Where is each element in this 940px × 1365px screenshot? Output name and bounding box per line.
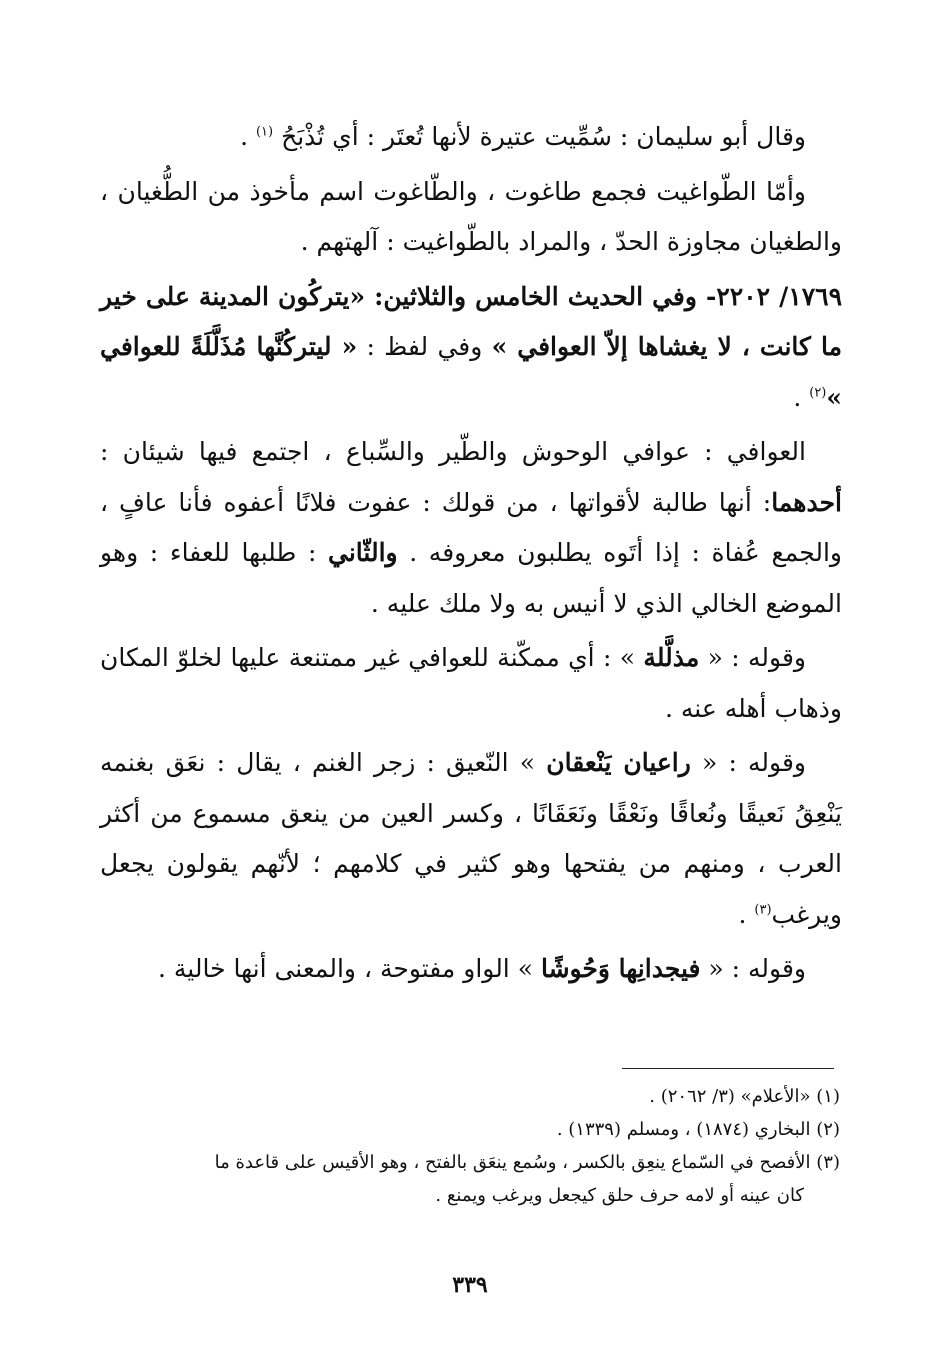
main-text — [100, 112, 842, 995]
quote-open: وقوله : « — [699, 643, 806, 672]
footnotes — [100, 1080, 840, 1212]
footnote-3-continued: كان عينه أو لامه حرف حلق كيجعل ويرغب ويمنع . — [435, 1185, 804, 1206]
paragraph-text: : أنها طالبة لأقواتها ، من قولك : عفوت فلانًا أعفوه فأنا عافٍ ، والجمع عُفاة : إذا أتَوه يطلبون معروفه . — [100, 487, 842, 567]
paragraph-mudhallala — [100, 633, 842, 734]
term-first: أحدهما — [771, 487, 842, 517]
quote-open: وقوله : « — [690, 748, 806, 777]
paragraph-text: : طلبها للعفاء : وهو الموضع الخالي الذي لا أنيس به ولا ملك عليه . — [100, 538, 842, 618]
paragraph-text: » النّعيق : زجر الغنم ، يقال : نعَق بغنمه يَنْعِقُ نَعيقًا ونُعاقًا ونَعْقًا ونَعَقَانًا ، وكسر العين من ينعق مسموع من أكثر العرب ، ومنهم من يفتحها وهو كثير في كلامهم ؛ لأنّهم يقولون يجعل ويرغب — [100, 748, 842, 929]
term-second: والثّاني — [328, 538, 398, 567]
paragraph-tawaghit: وأمّا الطّواغيت فجمع طاغوت ، والطّاغوت اسم مأخوذ من الطُّغيان ، والطغيان مجاوزة الحدّ ، والمراد بالطّواغيت : آلهتهم . — [100, 176, 842, 256]
footnote-1: (١) «الأعلام» (٣/ ٢٠٦٢) . — [649, 1086, 840, 1107]
paragraph-end: . — [240, 122, 256, 151]
paragraph-awafi — [100, 427, 842, 629]
glossed-word: مذلَّلة — [643, 643, 700, 672]
hadith-alt-wording: « ليتركُنَّها مُذَلَّلَةً للعوافي » — [100, 332, 842, 412]
paragraph-text: العوافي : عوافي الوحوش والطّير والسِّباع ، اجتمع فيها شيئان : — [100, 437, 806, 466]
glossed-word: راعيان يَنْعقان — [546, 748, 691, 777]
paragraph-atira — [100, 112, 842, 163]
paragraph-hadith — [100, 272, 842, 424]
paragraph-end: . — [793, 382, 810, 412]
footnote-ref-1: (١) — [255, 124, 274, 140]
footnote-ref-3: (٣) — [754, 902, 772, 918]
page-number: ٣٣٩ — [452, 1272, 488, 1298]
footnote-separator — [622, 1068, 834, 1069]
footnote-3: (٣) الأفصح في السّماع ينعِق بالكسر ، وسُمع ينعَق بالفتح ، وهو الأقيس على قاعدة ما — [214, 1152, 840, 1173]
footnote-2: (٢) البخاري (١٨٧٤) ، ومسلم (١٣٣٩) . — [556, 1119, 840, 1140]
paragraph-text: » الواو مفتوحة ، والمعنى أنها خالية . — [158, 954, 541, 983]
hadith-connector: وفي لفظ : — [357, 332, 492, 361]
paragraph-text: » : أي ممكّنة للعوافي غير ممتنعة عليها لخلوّ المكان وذهاب أهله عنه . — [100, 643, 842, 723]
paragraph-end: . — [738, 899, 755, 929]
hadith-text: - وفي الحديث الخامس والثلاثين: «يتركُون المدينة على خير ما كانت ، لا يغشاها إلاّ العوافي » — [100, 281, 842, 361]
paragraph-wuhush — [100, 944, 842, 995]
paragraph-yanaqan — [100, 738, 842, 940]
hadith-number: ١٧٦٩/ ٢٢٠٢ — [716, 281, 842, 311]
footnote-ref-2: (٢) — [809, 385, 827, 401]
quote-open: وقوله : « — [700, 954, 806, 983]
glossed-word: فيجدانِها وَحُوشًا — [540, 954, 701, 983]
paragraph-text: وقال أبو سليمان : سُمِّيت عتيرة لأنها تُعتَر : أي تُذْبَحُ — [281, 122, 806, 151]
